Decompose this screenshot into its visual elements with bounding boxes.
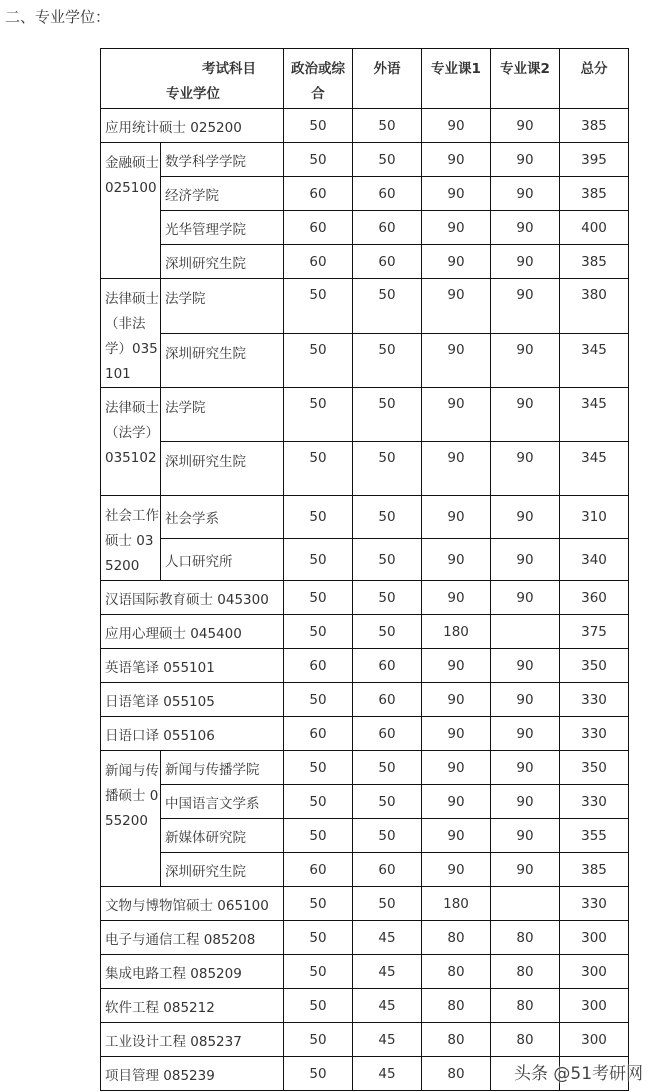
major1-score: 180 — [422, 615, 491, 649]
department-name: 数学科学学院 — [161, 143, 284, 177]
major2-score — [491, 615, 560, 649]
foreign-score: 50 — [353, 581, 422, 615]
politics-score: 50 — [284, 785, 353, 819]
department-name: 新媒体研究院 — [161, 819, 284, 853]
degree-name: 应用统计硕士 025200 — [101, 109, 284, 143]
politics-score: 50 — [284, 989, 353, 1023]
politics-score: 50 — [284, 887, 353, 921]
table-row — [101, 615, 629, 649]
major2-score: 90 — [491, 442, 560, 496]
department-name: 中国语言文学系 — [161, 785, 284, 819]
department-name: 法学院 — [161, 279, 284, 334]
department-name: 法学院 — [161, 388, 284, 442]
major1-score: 90 — [422, 539, 491, 581]
major2-score: 80 — [491, 989, 560, 1023]
politics-score: 50 — [284, 683, 353, 717]
politics-score: 60 — [284, 245, 353, 279]
total-score: 385 — [560, 853, 629, 887]
total-score: 300 — [560, 989, 629, 1023]
major1-score: 90 — [422, 245, 491, 279]
department-name: 经济学院 — [161, 177, 284, 211]
major1-score: 80 — [422, 1023, 491, 1057]
politics-score: 60 — [284, 177, 353, 211]
politics-score: 60 — [284, 717, 353, 751]
table-row — [101, 109, 629, 143]
table-row — [101, 955, 629, 989]
major1-score: 90 — [422, 853, 491, 887]
table-row — [101, 853, 629, 887]
foreign-score: 50 — [353, 333, 422, 388]
table-row — [101, 683, 629, 717]
degree-name: 集成电路工程 085209 — [101, 955, 284, 989]
foreign-score: 60 — [353, 853, 422, 887]
major1-score: 90 — [422, 819, 491, 853]
foreign-score: 45 — [353, 1023, 422, 1057]
major1-score: 90 — [422, 177, 491, 211]
major2-score: 90 — [491, 819, 560, 853]
header-major1: 专业课1 — [422, 49, 491, 109]
total-score: 300 — [560, 955, 629, 989]
total-score: 345 — [560, 442, 629, 496]
major2-score: 80 — [491, 921, 560, 955]
total-score: 330 — [560, 717, 629, 751]
major1-score: 90 — [422, 649, 491, 683]
major1-score: 80 — [422, 989, 491, 1023]
major2-score: 80 — [491, 1023, 560, 1057]
politics-score: 50 — [284, 496, 353, 539]
total-score: 310 — [560, 496, 629, 539]
major2-score: 90 — [491, 245, 560, 279]
table-header — [101, 49, 629, 109]
foreign-score: 50 — [353, 785, 422, 819]
total-score: 375 — [560, 615, 629, 649]
table-row — [101, 333, 629, 388]
major1-score: 180 — [422, 887, 491, 921]
foreign-score: 50 — [353, 887, 422, 921]
total-score: 395 — [560, 143, 629, 177]
major1-score: 90 — [422, 751, 491, 785]
foreign-score: 45 — [353, 989, 422, 1023]
foreign-score: 60 — [353, 177, 422, 211]
major2-score: 90 — [491, 211, 560, 245]
politics-score: 50 — [284, 333, 353, 388]
major2-score: 90 — [491, 279, 560, 334]
politics-score: 50 — [284, 921, 353, 955]
total-score: 330 — [560, 887, 629, 921]
major2-score: 90 — [491, 683, 560, 717]
total-score: 300 — [560, 921, 629, 955]
department-name: 深圳研究生院 — [161, 442, 284, 496]
header-total: 总分 — [560, 49, 629, 109]
politics-score: 50 — [284, 1023, 353, 1057]
major2-score: 90 — [491, 717, 560, 751]
foreign-score: 50 — [353, 496, 422, 539]
table-row — [101, 989, 629, 1023]
department-name: 光华管理学院 — [161, 211, 284, 245]
table-row — [101, 1023, 629, 1057]
foreign-score: 45 — [353, 1057, 422, 1091]
foreign-score: 60 — [353, 211, 422, 245]
foreign-score: 50 — [353, 539, 422, 581]
table-row — [101, 211, 629, 245]
major1-score: 90 — [422, 785, 491, 819]
degree-name: 英语笔译 055101 — [101, 649, 284, 683]
foreign-score: 50 — [353, 109, 422, 143]
degree-name: 项目管理 085239 — [101, 1057, 284, 1091]
degree-name: 文物与博物馆硕士 065100 — [101, 887, 284, 921]
politics-score: 50 — [284, 1057, 353, 1091]
table-row — [101, 921, 629, 955]
table-row — [101, 649, 629, 683]
total-score: 345 — [560, 388, 629, 442]
foreign-score: 50 — [353, 388, 422, 442]
major1-score: 90 — [422, 683, 491, 717]
degree-name: 日语口译 055106 — [101, 717, 284, 751]
major2-score: 90 — [491, 751, 560, 785]
table-row — [101, 496, 629, 539]
header-subject: 考试科目 — [202, 61, 256, 77]
total-score: 360 — [560, 581, 629, 615]
politics-score: 50 — [284, 279, 353, 334]
total-score: 300 — [560, 1023, 629, 1057]
politics-score: 60 — [284, 649, 353, 683]
degree-name: 软件工程 085212 — [101, 989, 284, 1023]
politics-score: 50 — [284, 143, 353, 177]
major1-score: 80 — [422, 955, 491, 989]
total-score: 400 — [560, 211, 629, 245]
foreign-score: 50 — [353, 751, 422, 785]
total-score: 385 — [560, 109, 629, 143]
politics-score: 50 — [284, 751, 353, 785]
table-row — [101, 177, 629, 211]
major1-score: 90 — [422, 581, 491, 615]
major1-score: 90 — [422, 143, 491, 177]
degree-name: 新闻与传播硕士 055200 — [101, 751, 161, 887]
degree-name: 日语笔译 055105 — [101, 683, 284, 717]
major2-score: 90 — [491, 785, 560, 819]
department-name: 深圳研究生院 — [161, 245, 284, 279]
watermark: 头条 @51考研网 — [514, 1064, 644, 1084]
politics-score: 50 — [284, 388, 353, 442]
total-score: 355 — [560, 819, 629, 853]
professional-degree-score-table — [100, 48, 629, 1091]
foreign-score: 45 — [353, 921, 422, 955]
table-row — [101, 717, 629, 751]
table-row — [101, 442, 629, 496]
major1-score: 80 — [422, 1057, 491, 1091]
foreign-score: 45 — [353, 955, 422, 989]
table-row — [101, 887, 629, 921]
major2-score: 90 — [491, 496, 560, 539]
politics-score: 60 — [284, 853, 353, 887]
total-score: 380 — [560, 279, 629, 334]
total-score: 350 — [560, 649, 629, 683]
department-name: 社会学系 — [161, 496, 284, 539]
total-score: 330 — [560, 785, 629, 819]
foreign-score: 50 — [353, 442, 422, 496]
degree-name: 电子与通信工程 085208 — [101, 921, 284, 955]
major2-score: 80 — [491, 955, 560, 989]
foreign-score: 60 — [353, 683, 422, 717]
major1-score: 90 — [422, 211, 491, 245]
table-row — [101, 279, 629, 334]
major2-score: 90 — [491, 581, 560, 615]
degree-name: 法律硕士（非法学）035101 — [101, 279, 161, 388]
table-row — [101, 539, 629, 581]
section-heading: 二、专业学位： — [5, 8, 111, 26]
foreign-score: 50 — [353, 279, 422, 334]
major2-score: 90 — [491, 333, 560, 388]
major1-score: 90 — [422, 442, 491, 496]
major2-score: 90 — [491, 853, 560, 887]
foreign-score: 50 — [353, 615, 422, 649]
major2-score: 90 — [491, 649, 560, 683]
total-score: 350 — [560, 751, 629, 785]
major1-score: 80 — [422, 921, 491, 955]
major1-score: 90 — [422, 333, 491, 388]
politics-score: 50 — [284, 109, 353, 143]
politics-score: 50 — [284, 539, 353, 581]
major1-score: 90 — [422, 109, 491, 143]
politics-score: 50 — [284, 955, 353, 989]
table-row — [101, 819, 629, 853]
table-row — [101, 785, 629, 819]
politics-score: 50 — [284, 442, 353, 496]
major1-score: 90 — [422, 388, 491, 442]
major2-score: 90 — [491, 177, 560, 211]
politics-score: 50 — [284, 615, 353, 649]
total-score: 340 — [560, 539, 629, 581]
table-row — [101, 388, 629, 442]
table-row — [101, 143, 629, 177]
table-row — [101, 245, 629, 279]
degree-name: 金融硕士 025100 — [101, 143, 161, 279]
major2-score: 90 — [491, 143, 560, 177]
foreign-score: 50 — [353, 819, 422, 853]
degree-name: 汉语国际教育硕士 045300 — [101, 581, 284, 615]
header-diagonal-cell — [101, 49, 284, 109]
major1-score: 90 — [422, 496, 491, 539]
department-name: 人口研究所 — [161, 539, 284, 581]
degree-name: 社会工作硕士 035200 — [101, 496, 161, 581]
major1-score: 90 — [422, 717, 491, 751]
total-score: 330 — [560, 683, 629, 717]
foreign-score: 60 — [353, 649, 422, 683]
header-major2: 专业课2 — [491, 49, 560, 109]
major2-score: 90 — [491, 388, 560, 442]
department-name: 深圳研究生院 — [161, 853, 284, 887]
foreign-score: 60 — [353, 717, 422, 751]
department-name: 新闻与传播学院 — [161, 751, 284, 785]
politics-score: 60 — [284, 211, 353, 245]
major2-score: 90 — [491, 539, 560, 581]
foreign-score: 50 — [353, 143, 422, 177]
table-row — [101, 581, 629, 615]
foreign-score: 60 — [353, 245, 422, 279]
politics-score: 50 — [284, 819, 353, 853]
header-degree: 专业学位 — [166, 86, 220, 102]
header-politics: 政治或综合 — [284, 49, 353, 109]
major2-score — [491, 887, 560, 921]
degree-name: 法律硕士（法学）035102 — [101, 388, 161, 496]
major1-score: 90 — [422, 279, 491, 334]
total-score: 385 — [560, 177, 629, 211]
degree-name: 应用心理硕士 045400 — [101, 615, 284, 649]
major2-score: 90 — [491, 109, 560, 143]
table-row — [101, 751, 629, 785]
total-score: 345 — [560, 333, 629, 388]
degree-name: 工业设计工程 085237 — [101, 1023, 284, 1057]
department-name: 深圳研究生院 — [161, 333, 284, 388]
header-foreign: 外语 — [353, 49, 422, 109]
total-score: 385 — [560, 245, 629, 279]
politics-score: 50 — [284, 581, 353, 615]
